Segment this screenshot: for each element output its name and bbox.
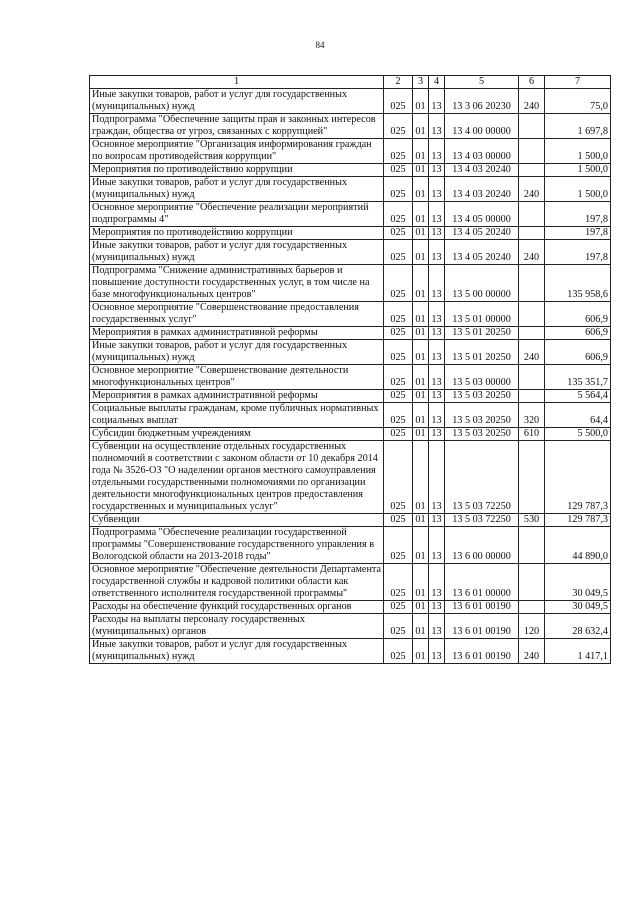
section-code-cell: 01: [413, 327, 429, 340]
amount-cell: 197,8: [545, 227, 611, 240]
table-row: [90, 139, 611, 164]
section-code-cell: 01: [413, 177, 429, 202]
section-code-cell: 01: [413, 302, 429, 327]
section-code-cell: 01: [413, 265, 429, 302]
target-article-cell: 13 5 03 20250: [445, 390, 519, 403]
subsection-code-cell: 13: [429, 265, 445, 302]
subsection-code-cell: 13: [429, 340, 445, 365]
ministry-code-cell: 025: [384, 514, 413, 527]
page-number: 84: [315, 40, 325, 50]
target-article-cell: 13 6 01 00190: [445, 639, 519, 664]
ministry-code-cell: 025: [384, 601, 413, 614]
table-row: [90, 614, 611, 639]
ministry-code-cell: 025: [384, 114, 413, 139]
amount-cell: 1 417,1: [545, 639, 611, 664]
section-code-cell: 01: [413, 340, 429, 365]
amount-cell: 135 351,7: [545, 365, 611, 390]
target-article-cell: 13 4 05 20240: [445, 227, 519, 240]
header-cell: 6: [519, 76, 545, 89]
table-row: [90, 327, 611, 340]
subsection-code-cell: 13: [429, 139, 445, 164]
amount-cell: 30 049,5: [545, 564, 611, 601]
table-row: [90, 302, 611, 327]
table-row: [90, 514, 611, 527]
subsection-code-cell: 13: [429, 177, 445, 202]
target-article-cell: 13 5 03 00000: [445, 365, 519, 390]
target-article-cell: 13 6 01 00190: [445, 614, 519, 639]
subsection-code-cell: 13: [429, 114, 445, 139]
item-name-cell: Основное мероприятие "Организация информирования граждан по вопросам противодействия коррупции": [90, 139, 384, 164]
section-code-cell: 01: [413, 227, 429, 240]
target-article-cell: 13 4 03 00000: [445, 139, 519, 164]
amount-cell: 129 787,3: [545, 441, 611, 514]
ministry-code-cell: 025: [384, 614, 413, 639]
table-row: [90, 639, 611, 664]
expense-type-cell: [519, 227, 545, 240]
subsection-code-cell: 13: [429, 601, 445, 614]
section-code-cell: 01: [413, 403, 429, 428]
target-article-cell: 13 5 01 20250: [445, 327, 519, 340]
table-header-row: [90, 76, 611, 89]
amount-cell: 44 890,0: [545, 527, 611, 564]
expense-type-cell: [519, 139, 545, 164]
subsection-code-cell: 13: [429, 227, 445, 240]
item-name-cell: Субсидии бюджетным учреждениям: [90, 428, 384, 441]
target-article-cell: 13 6 01 00000: [445, 564, 519, 601]
subsection-code-cell: 13: [429, 527, 445, 564]
subsection-code-cell: 13: [429, 614, 445, 639]
section-code-cell: 01: [413, 428, 429, 441]
item-name-cell: Подпрограмма "Обеспечение реализации государственной программы "Совершенствование государственного управления в Вологодской области на 2013-2018 годы": [90, 527, 384, 564]
header-cell: 5: [445, 76, 519, 89]
item-name-cell: Основное мероприятие "Совершенствование деятельности многофункциональных центров": [90, 365, 384, 390]
header-cell: 1: [90, 76, 384, 89]
item-name-cell: Субвенции: [90, 514, 384, 527]
section-code-cell: 01: [413, 390, 429, 403]
header-cell: 7: [545, 76, 611, 89]
section-code-cell: 01: [413, 139, 429, 164]
section-code-cell: 01: [413, 164, 429, 177]
amount-cell: 30 049,5: [545, 601, 611, 614]
item-name-cell: Мероприятия по противодействию коррупции: [90, 227, 384, 240]
item-name-cell: Субвенции на осуществление отдельных государственных полномочий в соответствии с законом области от 10 декабря 2014 года № 3526-ОЗ "О наделении органов местного самоуправления отдельными государственными полномочиями по организации деятельности многофункциональных центров предоставления государственных и муниципальных услуг": [90, 441, 384, 514]
item-name-cell: Основное мероприятие "Обеспечение реализации мероприятий подпрограммы 4": [90, 202, 384, 227]
item-name-cell: Иные закупки товаров, работ и услуг для государственных (муниципальных) нужд: [90, 639, 384, 664]
ministry-code-cell: 025: [384, 302, 413, 327]
subsection-code-cell: 13: [429, 240, 445, 265]
subsection-code-cell: 13: [429, 89, 445, 114]
subsection-code-cell: 13: [429, 202, 445, 227]
item-name-cell: Иные закупки товаров, работ и услуг для государственных (муниципальных) нужд: [90, 240, 384, 265]
expense-type-cell: 320: [519, 403, 545, 428]
table-row: [90, 227, 611, 240]
table-row: [90, 365, 611, 390]
table-row: [90, 265, 611, 302]
expense-type-cell: [519, 527, 545, 564]
expense-type-cell: 240: [519, 340, 545, 365]
target-article-cell: 13 4 05 20240: [445, 240, 519, 265]
amount-cell: 1 500,0: [545, 164, 611, 177]
ministry-code-cell: 025: [384, 365, 413, 390]
section-code-cell: 01: [413, 240, 429, 265]
ministry-code-cell: 025: [384, 390, 413, 403]
table-row: [90, 177, 611, 202]
target-article-cell: 13 3 06 20230: [445, 89, 519, 114]
subsection-code-cell: 13: [429, 390, 445, 403]
target-article-cell: 13 4 03 20240: [445, 177, 519, 202]
section-code-cell: 01: [413, 639, 429, 664]
subsection-code-cell: 13: [429, 302, 445, 327]
section-code-cell: 01: [413, 365, 429, 390]
expense-type-cell: 610: [519, 428, 545, 441]
expense-type-cell: 240: [519, 240, 545, 265]
subsection-code-cell: 13: [429, 365, 445, 390]
expense-type-cell: [519, 114, 545, 139]
ministry-code-cell: 025: [384, 428, 413, 441]
amount-cell: 197,8: [545, 240, 611, 265]
amount-cell: 606,9: [545, 302, 611, 327]
expense-type-cell: [519, 601, 545, 614]
expense-type-cell: [519, 390, 545, 403]
subsection-code-cell: 13: [429, 441, 445, 514]
item-name-cell: Подпрограмма "Обеспечение защиты прав и законных интересов граждан, общества от угроз, связанных с коррупцией": [90, 114, 384, 139]
target-article-cell: 13 5 01 00000: [445, 302, 519, 327]
section-code-cell: 01: [413, 114, 429, 139]
subsection-code-cell: 13: [429, 164, 445, 177]
ministry-code-cell: 025: [384, 265, 413, 302]
item-name-cell: Расходы на выплаты персоналу государственных (муниципальных) органов: [90, 614, 384, 639]
amount-cell: 129 787,3: [545, 514, 611, 527]
table-row: [90, 390, 611, 403]
ministry-code-cell: 025: [384, 164, 413, 177]
amount-cell: 1 500,0: [545, 139, 611, 164]
ministry-code-cell: 025: [384, 177, 413, 202]
item-name-cell: Социальные выплаты гражданам, кроме публичных нормативных социальных выплат: [90, 403, 384, 428]
target-article-cell: 13 5 00 00000: [445, 265, 519, 302]
section-code-cell: 01: [413, 514, 429, 527]
item-name-cell: Мероприятия в рамках административной реформы: [90, 390, 384, 403]
amount-cell: 197,8: [545, 202, 611, 227]
subsection-code-cell: 13: [429, 403, 445, 428]
ministry-code-cell: 025: [384, 639, 413, 664]
target-article-cell: 13 4 00 00000: [445, 114, 519, 139]
subsection-code-cell: 13: [429, 514, 445, 527]
subsection-code-cell: 13: [429, 428, 445, 441]
item-name-cell: Основное мероприятие "Обеспечение деятельности Департамента государственной службы и кадровой политики области как ответственного исполнителя государственной программы": [90, 564, 384, 601]
table-row: [90, 564, 611, 601]
section-code-cell: 01: [413, 601, 429, 614]
section-code-cell: 01: [413, 614, 429, 639]
amount-cell: 606,9: [545, 340, 611, 365]
header-cell: 3: [413, 76, 429, 89]
item-name-cell: Подпрограмма "Снижение административных барьеров и повышение доступности государственных услуг, в том числе на базе многофункциональных центров": [90, 265, 384, 302]
target-article-cell: 13 5 03 72250: [445, 514, 519, 527]
table-row: [90, 114, 611, 139]
ministry-code-cell: 025: [384, 139, 413, 164]
expense-type-cell: 530: [519, 514, 545, 527]
section-code-cell: 01: [413, 89, 429, 114]
subsection-code-cell: 13: [429, 327, 445, 340]
expense-type-cell: 240: [519, 89, 545, 114]
target-article-cell: 13 4 03 20240: [445, 164, 519, 177]
expense-type-cell: [519, 202, 545, 227]
subsection-code-cell: 13: [429, 564, 445, 601]
expense-type-cell: [519, 441, 545, 514]
ministry-code-cell: 025: [384, 403, 413, 428]
subsection-code-cell: 13: [429, 639, 445, 664]
ministry-code-cell: 025: [384, 527, 413, 564]
target-article-cell: 13 5 03 20250: [445, 428, 519, 441]
target-article-cell: 13 5 03 72250: [445, 441, 519, 514]
amount-cell: 75,0: [545, 89, 611, 114]
expense-type-cell: [519, 327, 545, 340]
expense-type-cell: 240: [519, 177, 545, 202]
amount-cell: 5 500,0: [545, 428, 611, 441]
section-code-cell: 01: [413, 564, 429, 601]
amount-cell: 5 564,4: [545, 390, 611, 403]
table-row: [90, 340, 611, 365]
amount-cell: 1 697,8: [545, 114, 611, 139]
table-row: [90, 428, 611, 441]
ministry-code-cell: 025: [384, 441, 413, 514]
section-code-cell: 01: [413, 202, 429, 227]
target-article-cell: 13 4 05 00000: [445, 202, 519, 227]
expense-type-cell: [519, 164, 545, 177]
section-code-cell: 01: [413, 527, 429, 564]
expense-type-cell: 240: [519, 639, 545, 664]
target-article-cell: 13 6 01 00190: [445, 601, 519, 614]
ministry-code-cell: 025: [384, 227, 413, 240]
expense-type-cell: [519, 302, 545, 327]
header-cell: 2: [384, 76, 413, 89]
amount-cell: 64,4: [545, 403, 611, 428]
item-name-cell: Расходы на обеспечение функций государственных органов: [90, 601, 384, 614]
item-name-cell: Основное мероприятие "Совершенствование предоставления государственных услуг": [90, 302, 384, 327]
ministry-code-cell: 025: [384, 89, 413, 114]
expense-type-cell: [519, 564, 545, 601]
header-cell: 4: [429, 76, 445, 89]
table-row: [90, 202, 611, 227]
ministry-code-cell: 025: [384, 202, 413, 227]
table-row: [90, 403, 611, 428]
item-name-cell: Мероприятия по противодействию коррупции: [90, 164, 384, 177]
table-row: [90, 441, 611, 514]
amount-cell: 1 500,0: [545, 177, 611, 202]
budget-table: [89, 75, 611, 664]
item-name-cell: Мероприятия в рамках административной реформы: [90, 327, 384, 340]
table-row: [90, 601, 611, 614]
amount-cell: 28 632,4: [545, 614, 611, 639]
table-row: [90, 89, 611, 114]
expense-type-cell: 120: [519, 614, 545, 639]
table-row: [90, 164, 611, 177]
ministry-code-cell: 025: [384, 327, 413, 340]
table-row: [90, 240, 611, 265]
section-code-cell: 01: [413, 441, 429, 514]
item-name-cell: Иные закупки товаров, работ и услуг для государственных (муниципальных) нужд: [90, 89, 384, 114]
item-name-cell: Иные закупки товаров, работ и услуг для государственных (муниципальных) нужд: [90, 177, 384, 202]
amount-cell: 606,9: [545, 327, 611, 340]
item-name-cell: Иные закупки товаров, работ и услуг для государственных (муниципальных) нужд: [90, 340, 384, 365]
target-article-cell: 13 5 01 20250: [445, 340, 519, 365]
ministry-code-cell: 025: [384, 564, 413, 601]
ministry-code-cell: 025: [384, 340, 413, 365]
table-row: [90, 527, 611, 564]
expense-type-cell: [519, 265, 545, 302]
amount-cell: 135 958,6: [545, 265, 611, 302]
target-article-cell: 13 6 00 00000: [445, 527, 519, 564]
ministry-code-cell: 025: [384, 240, 413, 265]
expense-type-cell: [519, 365, 545, 390]
target-article-cell: 13 5 03 20250: [445, 403, 519, 428]
